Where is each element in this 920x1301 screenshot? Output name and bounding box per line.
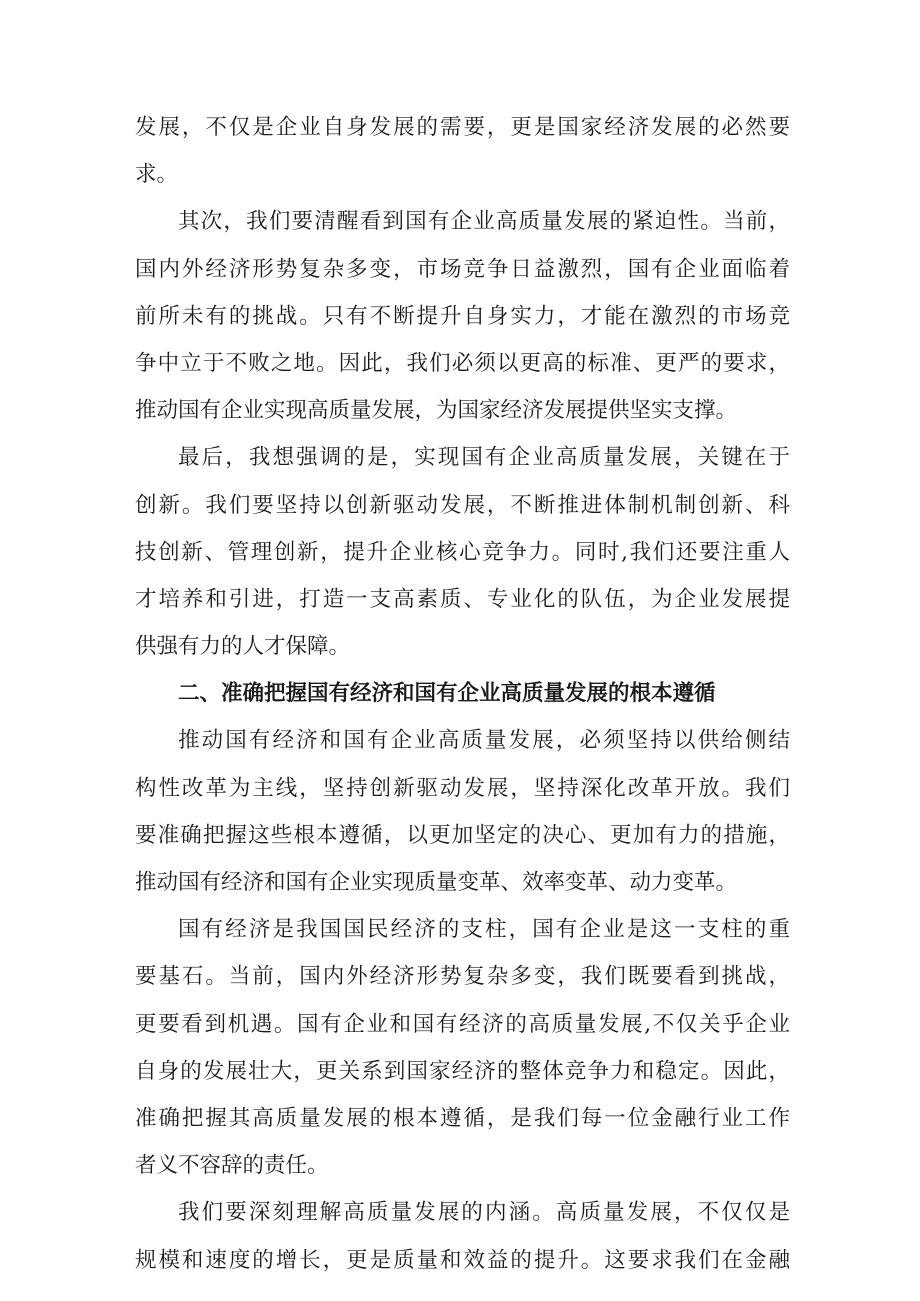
text-line: 技创新、管理创新，提升企业核心竞争力。同时,我们还要注重人	[135, 539, 790, 565]
section-heading: 二、准确把握国有经济和国有企业高质量发展的根本遵循	[178, 681, 716, 707]
document-page	[135, 104, 790, 1284]
text-line: 要基石。当前，国内外经济形势复杂多变，我们既要看到挑战，	[135, 964, 790, 990]
text-line: 更要看到机遇。国有企业和国有经济的高质量发展,不仅关乎企业	[135, 1011, 790, 1037]
text-line: 国内外经济形势复杂多变，市场竞争日益激烈，国有企业面临着	[135, 256, 790, 282]
paragraph-start-line: 国有经济是我国国民经济的支柱，国有企业是这一支柱的重	[178, 917, 790, 943]
paragraph-start-line: 最后，我想强调的是，实现国有企业高质量发展，关键在于	[178, 445, 790, 471]
text-line: 推动国有企业实现高质量发展，为国家经济发展提供坚实支撑。	[135, 398, 738, 424]
text-line: 创新。我们要坚持以创新驱动发展，不断推进体制机制创新、科	[135, 492, 790, 518]
text-line: 争中立于不败之地。因此，我们必须以更高的标准、更严的要求，	[135, 350, 790, 376]
text-line: 推动国有经济和国有企业实现质量变革、效率变革、动力变革。	[135, 870, 738, 895]
paragraph-start-line: 推动国有经济和国有企业高质量发展，必须坚持以供给侧结	[178, 728, 790, 754]
text-line: 前所未有的挑战。只有不断提升自身实力，才能在激烈的市场竞	[135, 303, 790, 329]
text-line: 自身的发展壮大，更关系到国家经济的整体竞争力和稳定。因此，	[135, 1058, 790, 1084]
text-line: 准确把握其高质量发展的根本遵循，是我们每一位金融行业工作	[135, 1105, 790, 1131]
text-line: 规模和速度的增长，更是质量和效益的提升。这要求我们在金融	[135, 1247, 790, 1273]
text-line: 要准确把握这些根本遵循，以更加坚定的决心、更加有力的措施，	[135, 822, 790, 848]
paragraph-start-line: 我们要深刻理解高质量发展的内涵。高质量发展，不仅仅是	[178, 1200, 790, 1226]
paragraph-start-line: 其次，我们要清醒看到国有企业高质量发展的紧迫性。当前，	[178, 209, 790, 235]
text-line: 才培养和引进，打造一支高素质、专业化的队伍，为企业发展提	[135, 586, 790, 612]
text-line: 供强有力的人才保障。	[135, 634, 351, 660]
text-line: 构性改革为主线，坚持创新驱动发展，坚持深化改革开放。我们	[135, 775, 790, 801]
text-line: 求。	[135, 162, 179, 188]
text-line: 发展，不仅是企业自身发展的需要，更是国家经济发展的必然要	[135, 115, 790, 140]
text-line: 者义不容辞的责任。	[135, 1153, 329, 1179]
